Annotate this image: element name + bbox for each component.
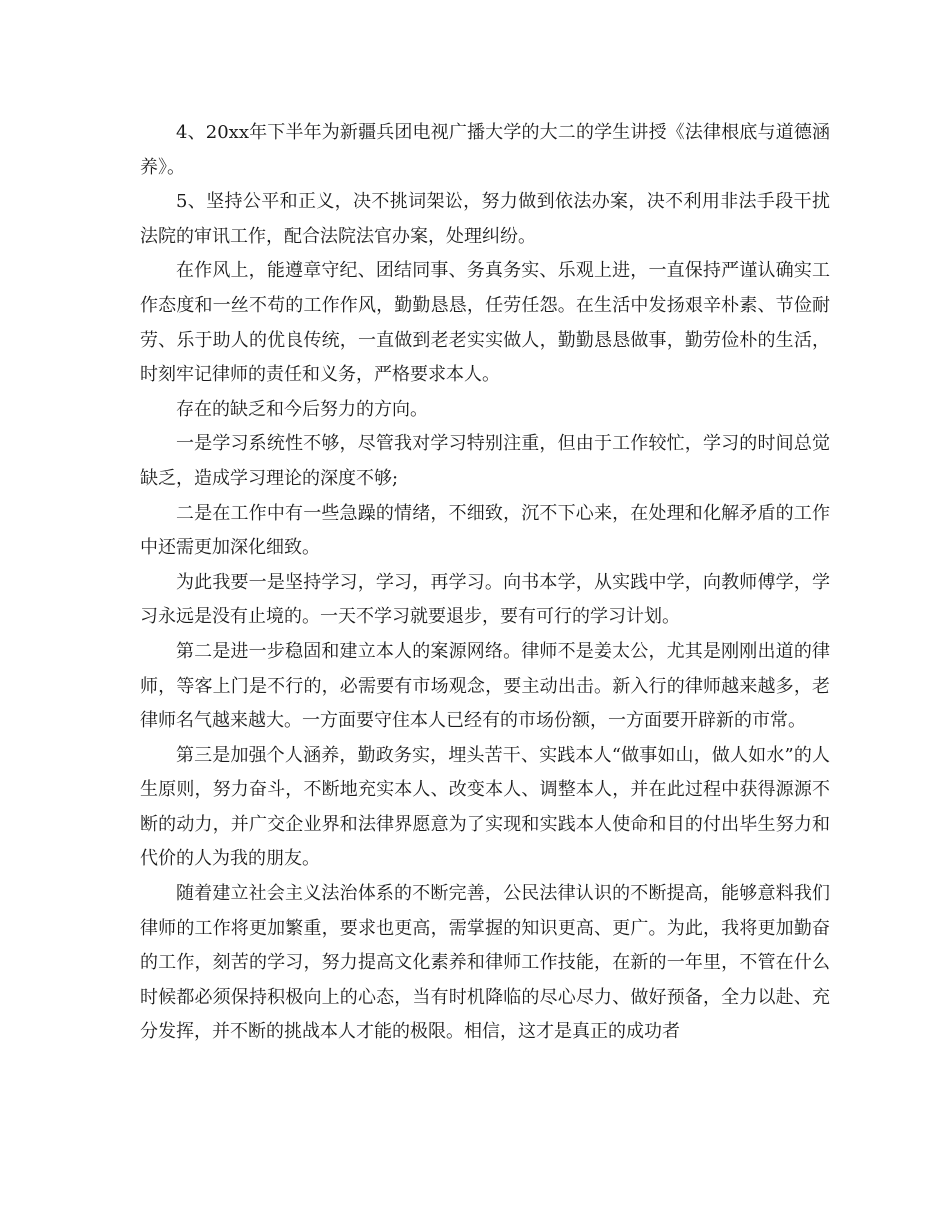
paragraph-plan-2: 第二是进一步稳固和建立本人的案源网络。律师不是姜太公，尤其是刚刚出道的律师，等客上门是不行的，必需要有市场观念，要主动出击。新入行的律师越来越多，老律师名气越来越大。一方面要守住本人已经有的市场份额，一方面要开辟新的市常。 <box>140 640 830 732</box>
paragraph-shortcoming-2: 二是在工作中有一些急躁的情绪，不细致，沉不下心来，在处理和化解矛盾的工作中还需更加深化细致。 <box>140 502 830 559</box>
paragraph-conclusion: 随着建立社会主义法治体系的不断完善，公民法律认识的不断提高，能够意料我们律师的工作将更加繁重，要求也更高，需掌握的知识更高、更广。为此，我将更加勤奋的工作，刻苦的学习，努力提高文化素养和律师工作技能，在新的一年里，不管在什么时候都必须保持积极向上的心态，当有时机降临的尽心尽力、做好预备，全力以赴、充分发挥，并不断的挑战本人才能的极限。相信，这才是真正的成功者 <box>140 883 830 1043</box>
paragraph-shortcoming-1: 一是学习系统性不够，尽管我对学习特别注重，但由于工作较忙，学习的时间总觉缺乏，造成学习理论的深度不够; <box>140 433 830 489</box>
document-body <box>140 116 830 1050</box>
paragraph-item-4: 4、20xx年下半年为新疆兵团电视广播大学的大二的学生讲授《法律根底与道德涵养》。 <box>140 122 830 178</box>
paragraph-shortcomings-heading: 存在的缺乏和今后努力的方向。 <box>176 398 428 420</box>
paragraph-work-style: 在作风上，能遵章守纪、团结同事、务真务实、乐观上进，一直保持严谨认确实工作态度和一丝不苟的工作作风，勤勤恳恳，任劳任怨。在生活中发扬艰辛朴素、节俭耐劳、乐于助人的优良传统，一直做到老老实实做人，勤勤恳恳做事，勤劳俭朴的生活，时刻牢记律师的责任和义务，严格要求本人。 <box>140 260 830 386</box>
paragraph-item-5: 5、坚持公平和正义，决不挑词架讼，努力做到依法办案，决不利用非法手段干扰法院的审讯工作，配合法院法官办案，处理纠纷。 <box>140 191 830 247</box>
paragraph-plan-3: 第三是加强个人涵养，勤政务实，埋头苦干、实践本人“做事如山，做人如水”的人生原则，努力奋斗，不断地充实本人、改变本人、调整本人，并在此过程中获得源源不断的动力，并广交企业界和法律界愿意为了实现和实践本人使命和目的付出毕生努力和代价的人为我的朋友。 <box>140 744 830 870</box>
paragraph-plan-1: 为此我要一是坚持学习，学习，再学习。向书本学，从实践中学，向教师傅学，学习永远是没有止境的。一天不学习就要退步，要有可行的学习计划。 <box>140 571 830 628</box>
